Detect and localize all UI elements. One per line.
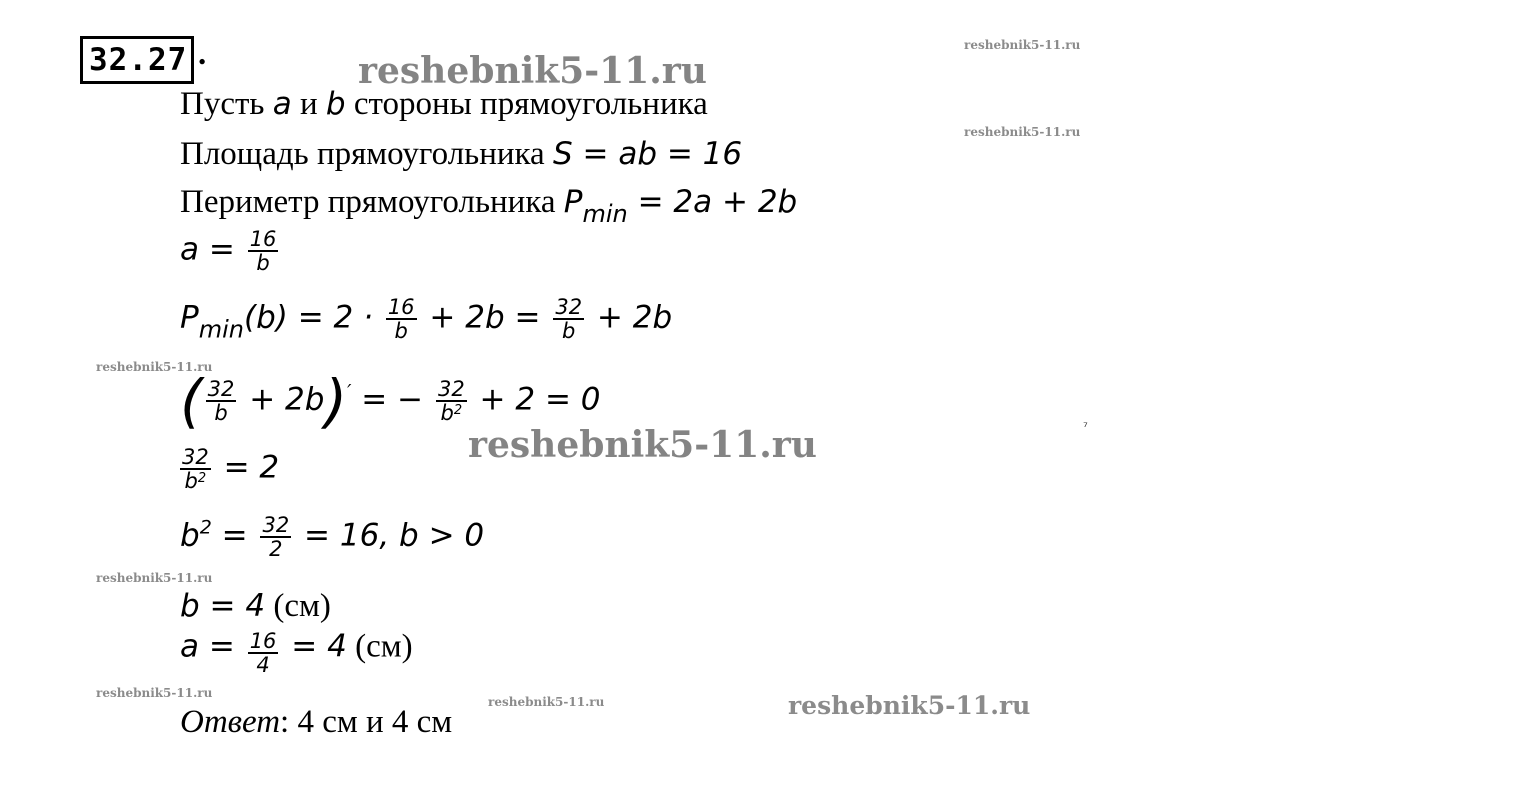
text: = 4	[281, 628, 347, 665]
text: =	[211, 517, 258, 554]
line-area	[180, 138, 742, 171]
den-base: b	[440, 401, 454, 425]
line-a-value	[180, 630, 413, 676]
text: = 2	[213, 449, 280, 486]
text: + 2 = 0	[469, 381, 601, 418]
denominator: 2	[269, 537, 283, 562]
text: + 2b	[239, 381, 325, 418]
den-exponent: 2	[453, 403, 463, 418]
denominator: b	[214, 401, 228, 425]
text: Периметр прямоугольника	[180, 184, 564, 220]
text: стороны прямоугольника	[345, 86, 708, 122]
den-exponent: 2	[197, 471, 207, 487]
answer-text: 4 см и 4 см	[289, 704, 453, 740]
exponent: 2	[199, 516, 212, 539]
fraction	[260, 514, 291, 560]
line-b-value	[180, 590, 331, 623]
text: + 2b =	[419, 299, 551, 336]
watermark: reshebnik5-11.ru	[488, 695, 605, 709]
watermark: reshebnik5-11.ru	[964, 125, 1081, 139]
denominator	[180, 470, 211, 492]
text: (b) = 2 ·	[243, 299, 383, 336]
subscript-min: min	[582, 200, 628, 228]
fraction	[248, 228, 279, 274]
numerator: 32	[437, 376, 465, 401]
answer-line	[180, 706, 452, 739]
watermark: reshebnik5-11.ru	[96, 686, 213, 700]
line-sides	[180, 88, 708, 121]
watermark: reshebnik5-11.ru	[788, 691, 1031, 720]
text: = −	[351, 381, 433, 418]
var-p: P	[563, 184, 583, 220]
line-derivative	[180, 367, 601, 435]
numerator: 16	[249, 629, 277, 653]
watermark: reshebnik5-11.ru	[96, 571, 213, 585]
numerator: 32	[262, 513, 290, 537]
prime: ′	[347, 380, 352, 403]
fraction	[553, 296, 584, 342]
var-a: a	[272, 86, 292, 122]
line-a-expr	[180, 228, 281, 274]
area-formula: S = ab = 16	[552, 136, 743, 172]
var-b: b	[325, 86, 346, 122]
numerator: 32	[182, 445, 209, 469]
watermark: reshebnik5-11.ru	[964, 38, 1081, 52]
problem-number: 32.27	[80, 36, 194, 84]
answer-label: Ответ	[180, 704, 281, 740]
text: и	[291, 86, 326, 122]
den-base: b	[184, 469, 198, 494]
denominator: b	[562, 319, 576, 344]
answer-colon: :	[280, 704, 290, 740]
text: Пусть	[180, 86, 273, 122]
var-b: b	[180, 517, 200, 554]
paren-open: (	[180, 367, 203, 435]
line-pmin-b	[180, 296, 672, 342]
unit: (см)	[346, 628, 413, 665]
line-b-squared	[180, 514, 484, 560]
unit: (см)	[265, 588, 331, 624]
fraction	[386, 296, 417, 342]
numerator: 32	[207, 376, 235, 401]
numerator: 16	[249, 227, 277, 251]
text: a =	[180, 231, 245, 268]
numerator: 32	[555, 295, 583, 319]
watermark: reshebnik5-11.ru	[358, 50, 707, 92]
fraction	[206, 378, 237, 424]
text: = 16, b > 0	[294, 517, 485, 554]
perimeter-formula: = 2a + 2b	[627, 184, 798, 220]
var-p: P	[180, 299, 199, 336]
watermark: reshebnik5-11.ru	[96, 360, 213, 374]
denominator: b	[394, 319, 408, 344]
line-perimeter	[180, 186, 797, 226]
text: a =	[180, 628, 245, 665]
subscript-min: min	[198, 315, 244, 344]
fraction	[436, 378, 467, 424]
text: + 2b	[587, 299, 673, 336]
b-value: b = 4	[180, 588, 266, 624]
paren-close: )	[324, 367, 348, 435]
watermark: reshebnik5-11.ru	[468, 424, 817, 466]
text: Площадь прямоугольника	[180, 136, 553, 172]
denominator	[436, 402, 467, 424]
fraction	[180, 446, 211, 492]
stray-mark: ⁷	[1083, 420, 1088, 434]
fraction	[248, 630, 279, 676]
denominator: 4	[256, 653, 270, 678]
problem-number-dot: .	[198, 36, 207, 72]
numerator: 16	[387, 295, 415, 319]
line-equation	[180, 446, 279, 492]
denominator: b	[256, 251, 270, 276]
